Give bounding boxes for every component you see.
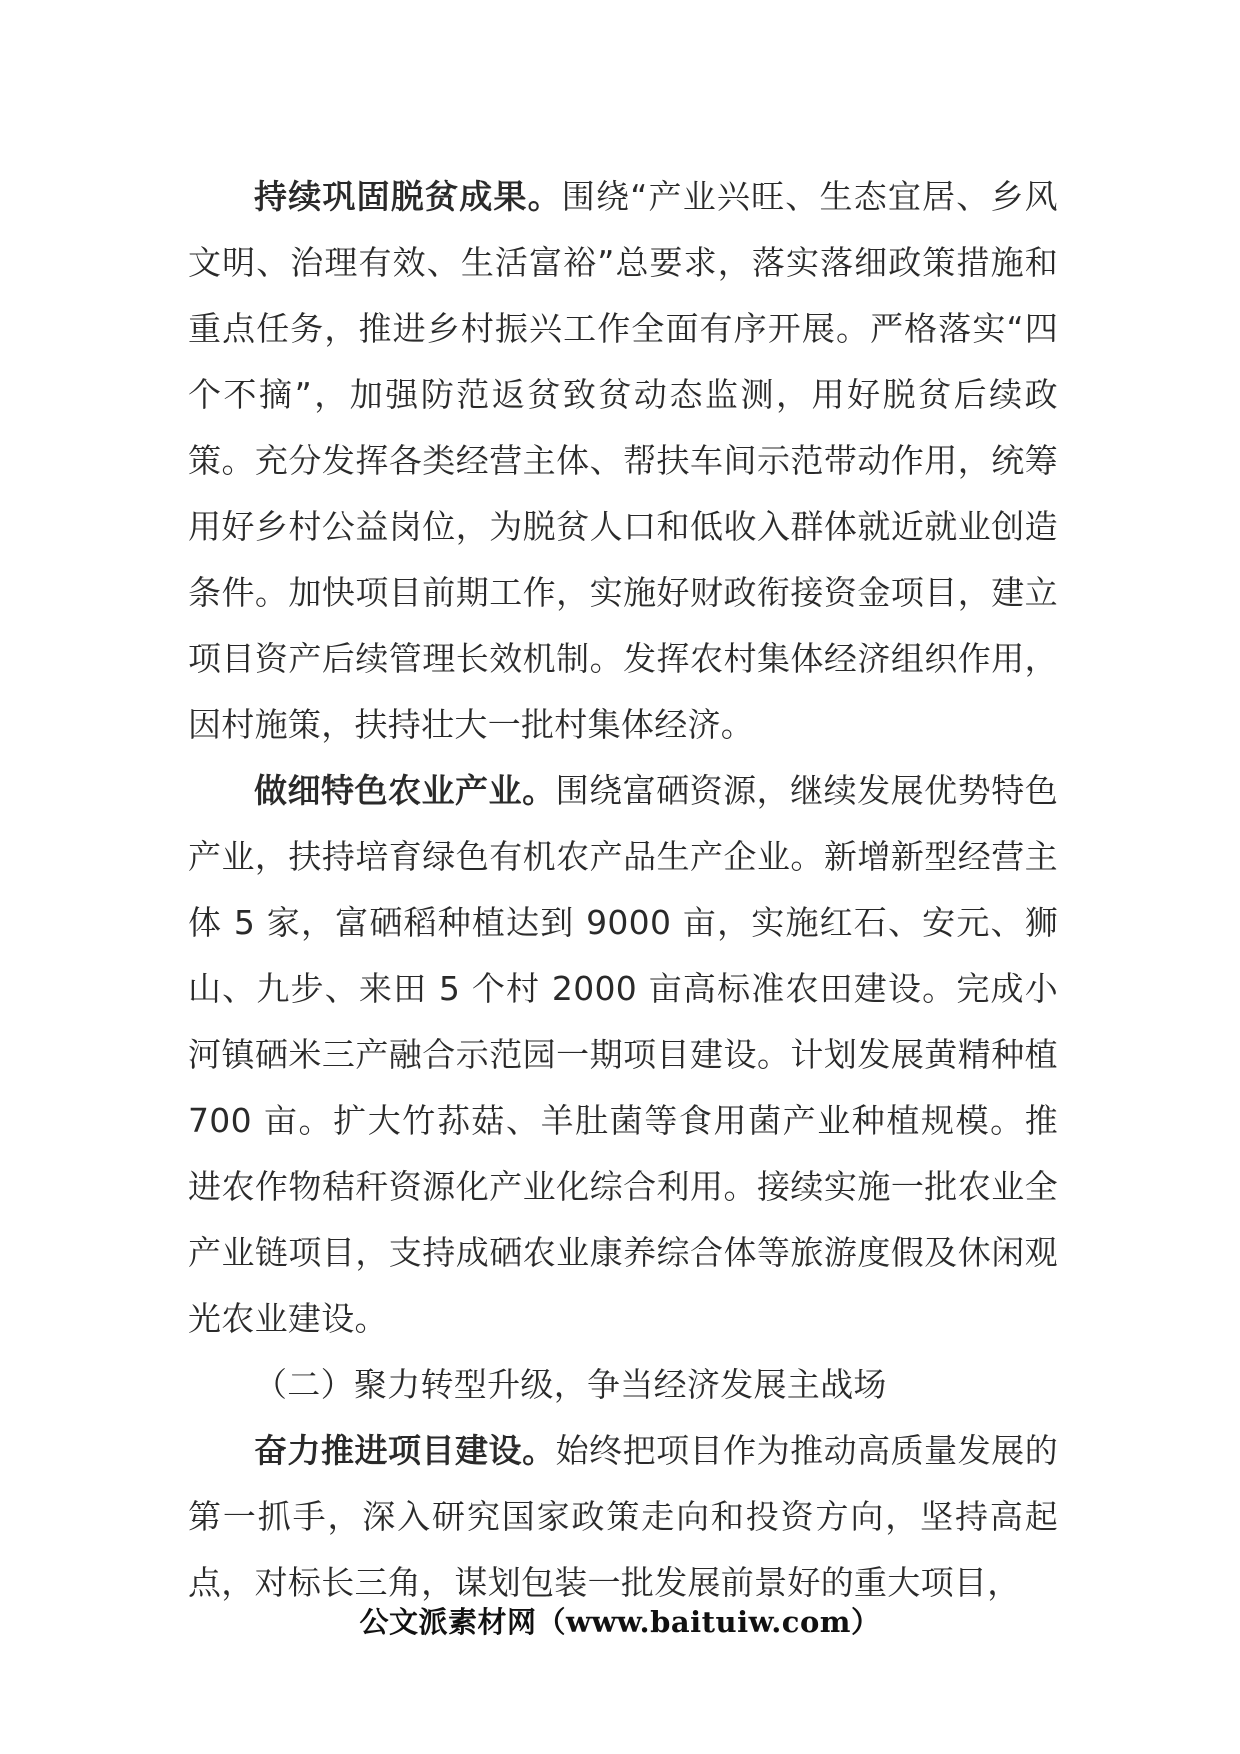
paragraph-project-construction xyxy=(188,1418,1058,1616)
paragraph-text: 围绕“产业兴旺、生态宜居、乡风文明、治理有效、生活富裕”总要求，落实落细政策措施和重点任务，推进乡村振兴工作全面有序开展。严格落实“四个不摘”，加强防范返贫致贫动态监测，用好脱贫后续政策。充分发挥各类经营主体、帮扶车间示范带动作用，统筹用好乡村公益岗位，为脱贫人口和低收入群体就近就业创造条件。加快项目前期工作，实施好财政衔接资金项目，建立项目资产后续管理长效机制。发挥农村集体经济组织作用，因村施策，扶持壮大一批村集体经济。 xyxy=(188,177,1058,744)
document-body xyxy=(188,164,1058,1616)
paragraph-text: 始终把项目作为推动高质量发展的第一抓手，深入研究国家政策走向和投资方向，坚持高起点，对标长三角，谋划包装一批发展前景好的重大项目， xyxy=(188,1431,1058,1602)
paragraph-text: 围绕富硒资源，继续发展优势特色产业，扶持培育绿色有机农产品生产企业。新增新型经营主体 5 家，富硒稻种植达到 9000 亩，实施红石、安元、狮山、九步、来田 5 个村 2000 亩高标准农田建设。完成小河镇硒米三产融合示范园一期项目建设。计划发展黄精种植 700 亩。扩大竹荪菇、羊肚菌等食用菌产业种植规模。推进农作物秸秆资源化产业化综合利用。接续实施一批农业全产业链项目，支持成硒农业康养综合体等旅游度假及休闲观光农业建设。 xyxy=(188,771,1058,1338)
paragraph-lead: 持续巩固脱贫成果。 xyxy=(254,177,562,216)
section-heading-text: （二）聚力转型升级，争当经济发展主战场 xyxy=(254,1365,887,1404)
paragraph-lead: 做细特色农业产业。 xyxy=(254,771,556,810)
paragraph-consolidate-poverty xyxy=(188,164,1058,758)
footer-watermark: 公文派素材网（www.baituiw.com） xyxy=(359,1605,881,1639)
section-heading xyxy=(188,1352,1058,1418)
paragraph-lead: 奋力推进项目建设。 xyxy=(254,1431,556,1470)
paragraph-featured-agriculture xyxy=(188,758,1058,1352)
